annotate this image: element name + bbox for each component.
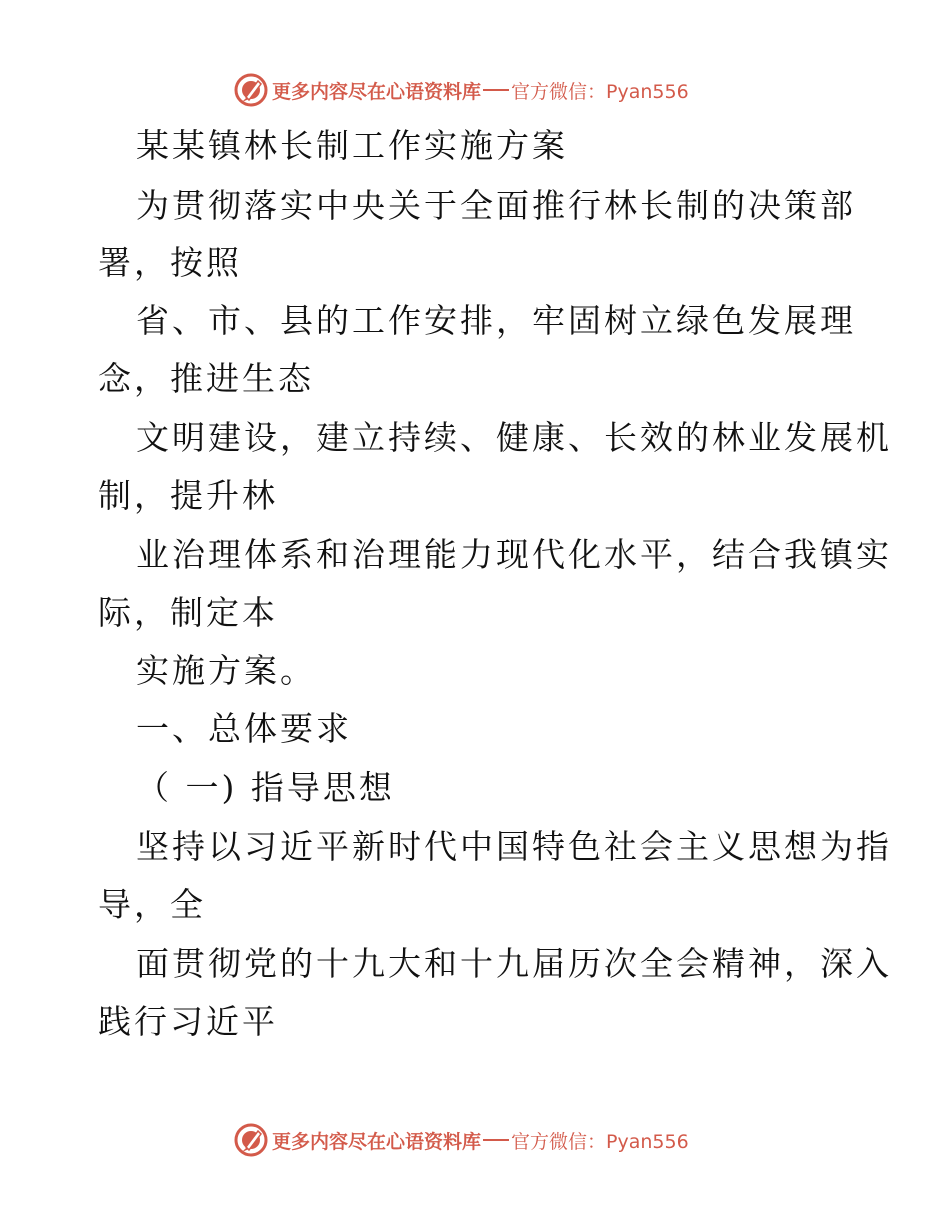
banner-dash (483, 89, 509, 91)
text-line: 面贯彻党的十九大和十九届历次全会精神，深入 (136, 944, 892, 983)
text-line: 为贯彻落实中央关于全面推行林长制的决策部 (136, 186, 856, 225)
text-line: 坚持以习近平新时代中国特色社会主义思想为指 (136, 827, 892, 866)
pen-logo-icon (234, 73, 268, 107)
header-banner (234, 72, 689, 108)
footer-banner (234, 1122, 689, 1158)
banner-text: 更多内容尽在心语资料库 (272, 80, 482, 103)
document-title: 某某镇林长制工作实施方案 (136, 126, 568, 165)
text-line: 署，按照 (98, 243, 242, 282)
banner-dash (483, 1139, 509, 1141)
text-line: 践行习近平 (98, 1002, 278, 1041)
banner-text: 更多内容尽在心语资料库 (272, 1130, 482, 1153)
text-line: 念，推进生态 (98, 359, 314, 398)
section-heading: 一、总体要求 (136, 709, 352, 748)
text-line: 导，全 (98, 885, 206, 924)
text-line: 业治理体系和治理能力现代化水平，结合我镇实 (136, 535, 892, 574)
text-line: 省、市、县的工作安排，牢固树立绿色发展理 (136, 301, 856, 340)
banner-wechat: 官方微信：Pyan556 (511, 1130, 689, 1153)
pen-logo-icon (234, 1123, 268, 1157)
text-line: 制，提升林 (98, 476, 278, 515)
text-line: 实施方案。 (136, 651, 316, 690)
subsection-heading: （ 一) 指导思想 (136, 768, 395, 807)
banner-wechat: 官方微信：Pyan556 (511, 80, 689, 103)
text-line: 文明建设，建立持续、健康、长效的林业发展机 (136, 418, 892, 457)
text-line: 际，制定本 (98, 593, 278, 632)
